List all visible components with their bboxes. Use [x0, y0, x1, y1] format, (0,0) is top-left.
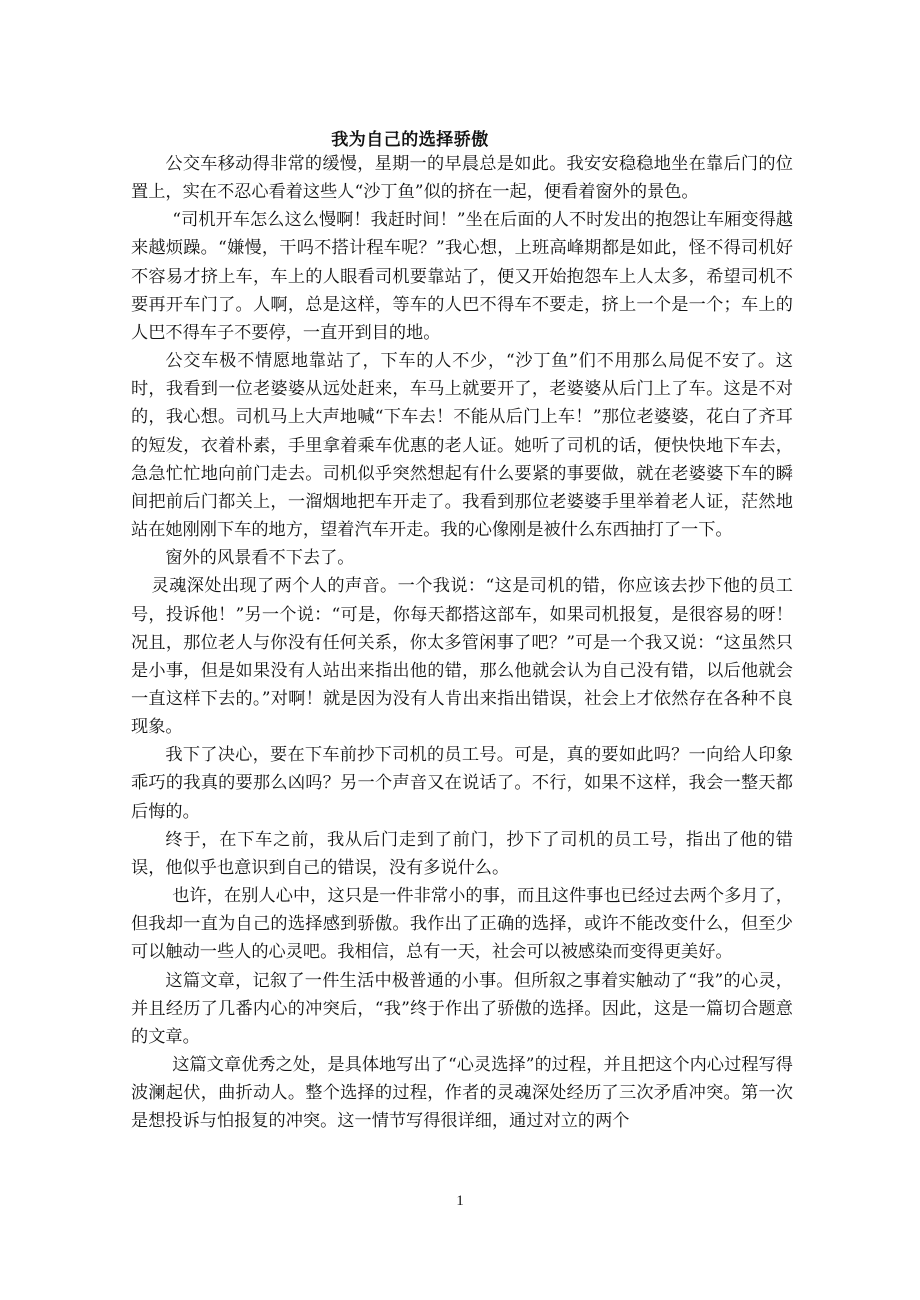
paragraph-1: 公交车移动得非常的缓慢，星期一的早晨总是如此。我安安稳稳地坐在靠后门的位置上，实在不忍心看着这些人“沙丁鱼”似的挤在一起，便看着窗外的景色。 [131, 154, 793, 203]
paragraph-7: 终于，在下车之前，我从后门走到了前门，抄下了司机的员工号，指出了他的错误，他似乎也意识到自己的错误，没有多说什么。 [131, 829, 793, 878]
paragraph-10: 这篇文章优秀之处，是具体地写出了“心灵选择”的过程，并且把这个内心过程写得波澜起伏，曲折动人。整个选择的过程，作者的灵魂深处经历了三次矛盾冲突。第一次是想投诉与怕报复的冲突。这一情节写得很详细，通过对立的两个 [131, 1055, 793, 1132]
paragraph-9: 这篇文章，记叙了一件生活中极普通的小事。但所叙之事着实触动了“我”的心灵，并且经历了几番内心的冲突后，“我”终于作出了骄傲的选择。因此，这是一篇切合题意的文章。 [131, 970, 793, 1047]
page-title: 我为自己的选择骄傲 [331, 130, 489, 150]
paragraph-4: 窗外的风景看不下去了。 [165, 548, 355, 569]
paragraph-3: 公交车极不情愿地靠站了，下车的人不少，“沙丁鱼”们不用那么局促不安了。这时，我看到一位老婆婆从远处赶来，车马上就要开了，老婆婆从后门上了车。这是不对的，我心想。司机马上大声地喊“下车去！不能从后门上车！”那位老婆婆，花白了齐耳的短发，衣着朴素，手里拿着乘车优惠的老人证。她听了司机的话，便快快地下车去，急急忙忙地向前门走去。司机似乎突然想起有什么要紧的事要做，就在老婆婆下车的瞬间把前后门都关上，一溜烟地把车开走了。我看到那位老婆婆手里举着老人证，茫然地站在她刚刚下车的地方，望着汽车开走。我的心像刚是被什么东西抽打了一下。 [131, 351, 793, 541]
paragraph-6: 我下了决心，要在下车前抄下司机的员工号。可是，真的要如此吗？一向给人印象乖巧的我真的要那么凶吗？另一个声音又在说话了。不行，如果不这样，我会一整天都后悔的。 [131, 745, 793, 822]
paragraph-5: 灵魂深处出现了两个人的声音。一个我说：“这是司机的错，你应该去抄下他的员工号，投诉他！”另一个说：“可是，你每天都搭这部车，如果司机报复，是很容易的呀！况且，那位老人与你没有任何关系，你太多管闲事了吧？”可是一个我又说：“这虽然只是小事，但是如果没有人站出来指出他的错，那么他就会认为自己没有错，以后他就会一直这样下去的。”对啊！就是因为没有人肯出来指出错误，社会上才依然存在各种不良现象。 [131, 576, 793, 738]
article-body [131, 150, 793, 1135]
paragraph-8: 也许，在别人心中，这只是一件非常小的事，而且这件事也已经过去两个多月了，但我却一直为自己的选择感到骄傲。我作出了正确的选择，或许不能改变什么，但至少可以触动一些人的心灵吧。我相信，总有一天，社会可以被感染而变得更美好。 [131, 886, 793, 963]
page-number: 1 [456, 1193, 464, 1209]
paragraph-2: “司机开车怎么这么慢啊！我赶时间！”坐在后面的人不时发出的抱怨让车厢变得越来越烦躁。“嫌慢，干吗不搭计程车呢？”我心想，上班高峰期都是如此，怪不得司机好不容易才挤上车，车上的人眼看司机要靠站了，便又开始抱怨车上人太多，希望司机不要再开车门了。人啊，总是这样，等车的人巴不得车不要走，挤上一个是一个；车上的人巴不得车子不要停，一直开到目的地。 [131, 210, 793, 343]
